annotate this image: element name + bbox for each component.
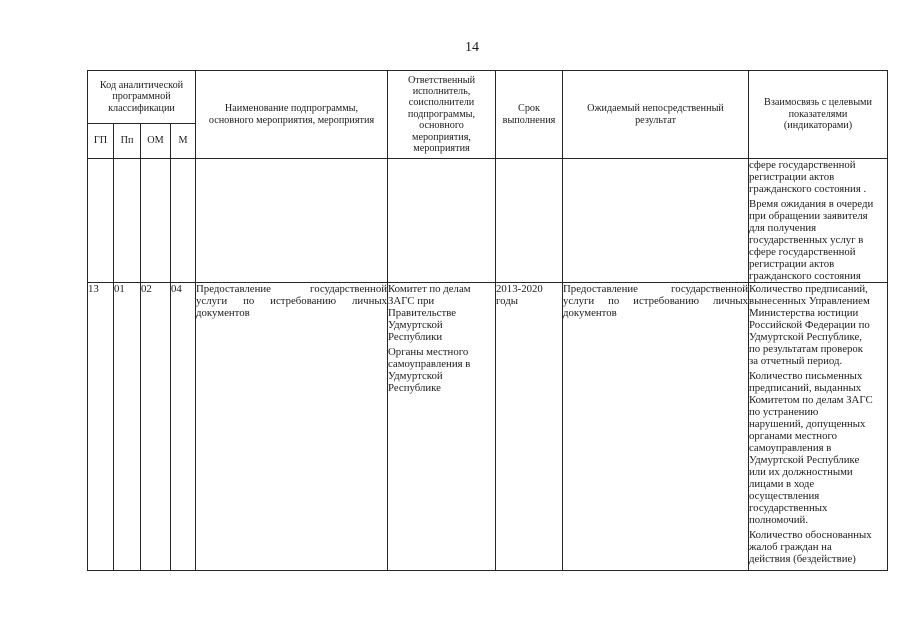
text-line: за отчетный период. xyxy=(749,355,843,367)
text-line: органами местного xyxy=(749,430,838,442)
table-row xyxy=(88,159,888,283)
cell-expected-result xyxy=(563,159,749,283)
cell-pp xyxy=(114,159,141,283)
cell-m xyxy=(171,159,196,283)
paragraph xyxy=(749,370,887,526)
text-line: классификации xyxy=(108,102,175,114)
text-line: подпрограммы, xyxy=(407,108,476,120)
cell-expected-result xyxy=(563,283,749,571)
text-line: Количество предписаний, xyxy=(749,283,868,295)
header-program-classification-code xyxy=(88,71,196,124)
table-row xyxy=(88,283,888,571)
header-om: ОМ xyxy=(141,124,171,159)
cell-indicators xyxy=(749,159,888,283)
text-line: жалоб граждан на xyxy=(749,541,832,553)
text-line: полномочий. xyxy=(749,514,809,526)
cell-name xyxy=(196,283,388,571)
paragraph xyxy=(88,80,195,114)
paragraph xyxy=(496,103,562,126)
text-line: Республике xyxy=(388,382,441,394)
text-line: Предоставление государственной xyxy=(563,283,748,295)
text-line: Количество обоснованных xyxy=(749,529,872,541)
text-line: Время ожидания в очереди xyxy=(749,198,874,210)
text-line: Правительстве xyxy=(388,307,457,319)
header-indicators xyxy=(749,71,888,159)
text-line: сфере государственной xyxy=(749,246,856,258)
text-line: 2013-2020 xyxy=(496,283,543,295)
paragraph xyxy=(749,283,887,367)
page-number: 14 xyxy=(465,40,479,55)
header-gp: ГП xyxy=(88,124,114,159)
text-line: основного xyxy=(419,120,464,132)
text-line: Ожидаемый непосредственный xyxy=(587,103,724,115)
text-line: Удмуртской xyxy=(388,319,443,331)
text-line: осуществления xyxy=(749,490,820,502)
header-name xyxy=(196,71,388,159)
paragraph xyxy=(388,283,495,343)
cell-gp: 13 xyxy=(88,283,114,571)
text-line: мероприятия xyxy=(413,143,470,155)
text-line: исполнитель, xyxy=(412,85,471,97)
text-line: Взаимосвязь с целевыми xyxy=(764,97,872,109)
text-line: Предоставление государственной xyxy=(196,283,387,295)
text-line: годы xyxy=(496,295,518,307)
text-line: Российской Федерации по xyxy=(749,319,870,331)
program-activities-table xyxy=(87,70,888,571)
paragraph xyxy=(196,103,387,126)
text-line: для получения xyxy=(749,222,817,234)
text-line: Удмуртской Республике xyxy=(749,454,860,466)
text-line: самоуправления в xyxy=(388,358,471,370)
text-line: Удмуртской xyxy=(388,370,443,382)
text-line: показателями xyxy=(788,108,848,120)
cell-term xyxy=(496,159,563,283)
paragraph xyxy=(196,283,387,319)
header-responsible xyxy=(388,71,496,159)
text-line: результат xyxy=(635,114,676,126)
text-line: услуги по истребованию личных xyxy=(563,295,748,307)
paragraph xyxy=(388,346,495,394)
text-line: Код аналитической xyxy=(99,79,184,91)
text-line: или их должностными xyxy=(749,466,853,478)
cell-m: 04 xyxy=(171,283,196,571)
cell-pp: 01 xyxy=(114,283,141,571)
paragraph xyxy=(749,97,887,131)
text-line: при обращении заявителя xyxy=(749,210,868,222)
text-line: регистрации актов xyxy=(749,258,835,270)
header-term xyxy=(496,71,563,159)
text-line: регистрации актов xyxy=(749,171,835,183)
text-line: государственных xyxy=(749,502,828,514)
text-line: выполнения xyxy=(502,114,556,126)
text-line: Удмуртской Республике, xyxy=(749,331,862,343)
text-line: Наименование подпрограммы, xyxy=(224,103,359,115)
paragraph xyxy=(749,529,887,565)
paragraph xyxy=(749,198,887,282)
text-line: программной xyxy=(112,91,171,103)
paragraph xyxy=(496,283,562,307)
paragraph xyxy=(563,283,748,319)
text-line: соисполнители xyxy=(408,97,475,109)
text-line: государственных услуг в xyxy=(749,234,864,246)
cell-om: 02 xyxy=(141,283,171,571)
header-pp: Пп xyxy=(114,124,141,159)
cell-name xyxy=(196,159,388,283)
text-line: документов xyxy=(196,307,250,319)
cell-responsible xyxy=(388,283,496,571)
text-line: Комитетом по делам ЗАГС xyxy=(749,394,873,406)
text-line: Органы местного xyxy=(388,346,469,358)
cell-term xyxy=(496,283,563,571)
text-line: вынесенных Управлением xyxy=(749,295,870,307)
cell-responsible xyxy=(388,159,496,283)
paragraph xyxy=(749,159,887,195)
text-line: мероприятия, xyxy=(412,131,471,143)
text-line: по результатам проверок xyxy=(749,343,864,355)
text-line: Министерства юстиции xyxy=(749,307,859,319)
text-line: документов xyxy=(563,307,617,319)
text-line: нарушений, допущенных xyxy=(749,418,866,430)
text-line: Количество письменных xyxy=(749,370,863,382)
text-line: услуги по истребованию личных xyxy=(196,295,387,307)
table-header xyxy=(88,71,888,159)
text-line: предписаний, выданных xyxy=(749,382,862,394)
text-line: гражданского состояния . xyxy=(749,183,867,195)
text-line: основного мероприятия, мероприятия xyxy=(208,114,375,126)
text-line: Срок xyxy=(518,103,540,115)
text-line: (индикаторами) xyxy=(783,120,853,132)
text-line: ЗАГС при xyxy=(388,295,435,307)
cell-indicators xyxy=(749,283,888,571)
paragraph xyxy=(563,103,748,126)
paragraph xyxy=(388,75,495,155)
cell-gp xyxy=(88,159,114,283)
header-expected-result xyxy=(563,71,749,159)
text-line: Ответственный xyxy=(407,74,476,86)
text-line: Комитет по делам xyxy=(388,283,471,295)
text-line: гражданского состояния xyxy=(749,270,861,282)
text-line: сфере государственной xyxy=(749,159,856,171)
cell-om xyxy=(141,159,171,283)
text-line: самоуправления в xyxy=(749,442,832,454)
header-m: М xyxy=(171,124,196,159)
text-line: по устранению xyxy=(749,406,819,418)
text-line: Республики xyxy=(388,331,443,343)
text-line: лицами в ходе xyxy=(749,478,815,490)
text-line: действия (бездействие) xyxy=(749,553,856,565)
